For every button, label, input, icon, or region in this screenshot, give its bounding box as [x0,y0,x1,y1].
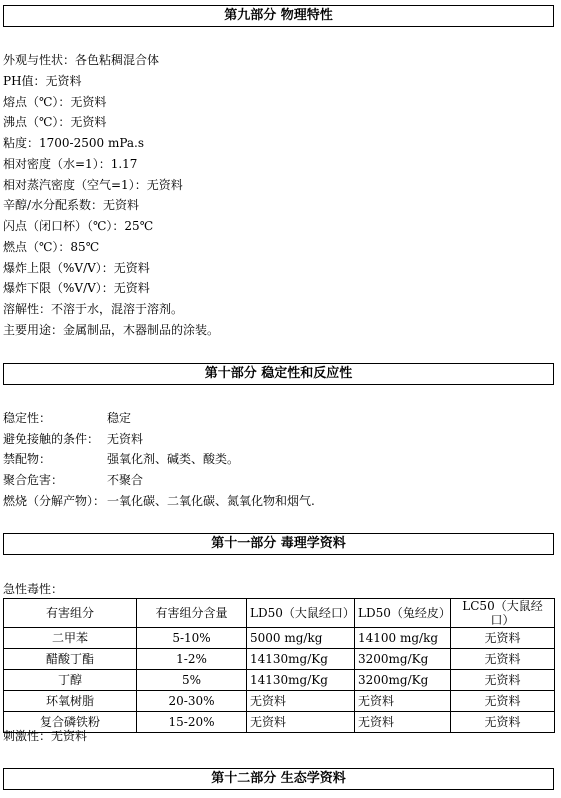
property-vapor-density: 相对蒸汽密度（空气=1）：无资料 [3,178,183,192]
table-cell: 20-30% [137,691,247,712]
property-solubility: 溶解性：不溶于水，混溶于溶剂。 [3,302,184,316]
stability-row [3,432,143,446]
table-row [4,649,555,670]
section10-title: 第十部分 稳定性和反应性 [3,363,554,385]
table-cell: 无资料 [355,712,451,733]
property-melting-point: 熔点（℃）：无资料 [3,95,107,109]
table-cell: 无资料 [451,691,555,712]
toxicity-table [3,598,555,733]
irritation-line: 刺激性：无资料 [3,729,88,743]
table-cell: 3200mg/Kg [355,649,451,670]
table-row [4,628,555,649]
stability-value: 稳定 [107,411,132,425]
table-row [4,670,555,691]
table-cell: 丁醇 [4,670,137,691]
property-ph: PH值：无资料 [3,74,82,88]
stability-key: 禁配物： [3,452,52,466]
stability-row [3,411,131,425]
stability-row [3,473,143,487]
header-ld50-oral: LD50（大鼠经口） [247,599,355,628]
stability-row [3,452,239,466]
header-content: 有害组分含量 [137,599,247,628]
property-upper-explosive-limit: 爆炸上限（%V/V）：无资料 [3,261,150,275]
stability-key: 燃烧（分解产物）： [3,494,106,508]
table-cell: 1-2% [137,649,247,670]
table-cell: 5000 mg/kg [247,628,355,649]
table-cell: 无资料 [355,691,451,712]
stability-key: 避免接触的条件： [3,432,100,446]
table-cell: 二甲苯 [4,628,137,649]
stability-key: 稳定性： [3,411,52,425]
table-cell: 无资料 [451,649,555,670]
property-main-use: 主要用途：金属制品，木器制品的涂装。 [3,323,220,337]
table-cell: 环氧树脂 [4,691,137,712]
section11-title: 第十一部分 毒理学资料 [3,533,554,555]
property-partition-coefficient: 辛醇/水分配系数：无资料 [3,198,140,212]
table-cell: 无资料 [451,628,555,649]
header-component: 有害组分 [4,599,137,628]
table-cell: 醋酸丁酯 [4,649,137,670]
table-cell: 14130mg/Kg [247,649,355,670]
table-cell: 复合磷铁粉 [4,712,137,733]
header-lc50: LC50（大鼠经口） [451,599,555,628]
table-cell: 无资料 [451,670,555,691]
table-cell: 5% [137,670,247,691]
stability-value: 不聚合 [107,473,144,487]
property-relative-density: 相对密度（水=1）：1.17 [3,157,138,171]
table-cell: 15-20% [137,712,247,733]
table-cell: 3200mg/Kg [355,670,451,691]
property-appearance: 外观与性状：各色粘稠混合体 [3,53,160,67]
property-flash-point: 闪点（闭口杯）（℃）：25℃ [3,219,154,233]
table-cell: 14100 mg/kg [355,628,451,649]
stability-value: 强氧化剂、碱类、酸类。 [107,452,240,466]
table-cell: 无资料 [247,712,355,733]
section9-title: 第九部分 物理特性 [3,5,554,27]
table-cell: 无资料 [247,691,355,712]
property-lower-explosive-limit: 爆炸下限（%V/V）：无资料 [3,281,150,295]
stability-key: 聚合危害： [3,473,64,487]
header-ld50-dermal: LD50（兔经皮） [355,599,451,628]
table-header-row [4,599,555,628]
table-row [4,691,555,712]
section12-title: 第十二部分 生态学资料 [3,768,554,790]
acute-toxicity-label: 急性毒性： [3,582,64,596]
stability-value: 无资料 [107,432,144,446]
table-cell: 14130mg/Kg [247,670,355,691]
table-cell: 5-10% [137,628,247,649]
property-viscosity: 粘度：1700-2500 mPa.s [3,136,144,150]
property-ignition-point: 燃点（℃）：85℃ [3,240,100,254]
stability-value: 一氧化碳、二氧化碳、氮氧化物和烟气. [107,494,315,508]
table-cell: 无资料 [451,712,555,733]
stability-row [3,494,315,508]
property-boiling-point: 沸点（℃）：无资料 [3,115,107,129]
